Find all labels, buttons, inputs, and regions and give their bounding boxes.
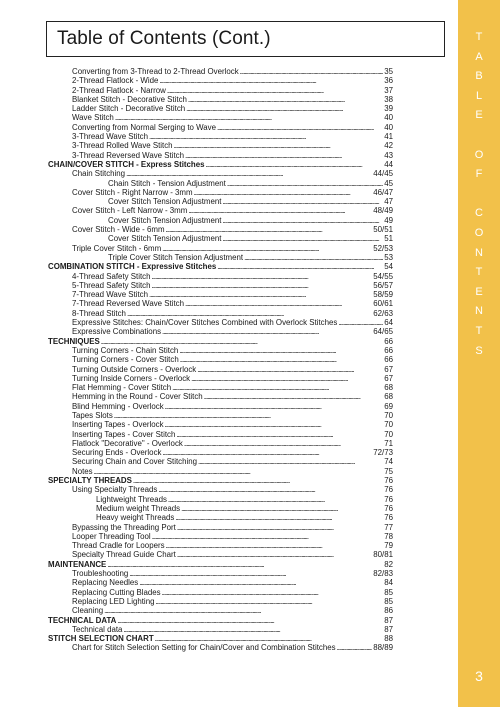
- toc-dot-leader: [222, 234, 383, 243]
- toc-dot-leader: [222, 216, 383, 225]
- toc-entry: [48, 67, 393, 76]
- toc-entry-label: Turning Corners - Chain Stitch: [72, 345, 179, 355]
- toc-entry: [48, 448, 393, 457]
- toc-entry-label: Chart for Stitch Selection Setting for Chain/Cover and Combination Stitches: [72, 643, 336, 653]
- toc-entry-label: Flatlock "Decorative" - Overlock: [72, 438, 183, 448]
- toc-dot-leader: [188, 206, 372, 215]
- side-tab-letter: L: [475, 89, 483, 102]
- toc-dot-leader: [240, 67, 384, 76]
- toc-dot-leader: [177, 550, 372, 559]
- toc-entry-page: 39: [384, 104, 393, 114]
- toc-dot-leader: [165, 402, 384, 411]
- toc-entry: [48, 290, 393, 299]
- toc-entry: [48, 439, 393, 448]
- toc-entry-page: 78: [384, 531, 393, 541]
- toc-dot-leader: [155, 634, 384, 643]
- toc-entry-page: 70: [384, 420, 393, 430]
- toc-entry-label: 7-Thread Reversed Wave Stitch: [72, 299, 184, 309]
- toc-entry-label: Blind Hemming - Overlock: [72, 401, 164, 411]
- side-tab-letter: O: [474, 148, 484, 161]
- toc-entry-label: CHAIN/COVER STITCH - Express Stitches: [48, 159, 205, 169]
- toc-entry: [48, 169, 393, 178]
- toc-dot-leader: [184, 439, 383, 448]
- toc-entry: [48, 318, 393, 327]
- toc-entry-label: Ladder Stitch - Decorative Stitch: [72, 104, 186, 114]
- toc-dot-leader: [126, 169, 372, 178]
- toc-dot-leader: [166, 225, 373, 234]
- toc-entry-label: 7-Thread Wave Stitch: [72, 290, 149, 300]
- toc-entry: [48, 523, 393, 532]
- toc-entry-page: 48/49: [373, 206, 393, 216]
- toc-entry-label: Inserting Tapes - Overlock: [72, 420, 164, 430]
- toc-entry-page: 51: [384, 234, 393, 244]
- toc-dot-leader: [181, 504, 383, 513]
- toc-entry-page: 36: [384, 76, 393, 86]
- toc-entry: [48, 550, 393, 559]
- toc-dot-leader: [149, 132, 383, 141]
- toc-entry-page: 75: [384, 466, 393, 476]
- toc-entry-label: Medium weight Threads: [96, 503, 181, 513]
- toc-section-heading: [48, 616, 393, 625]
- toc-dot-leader: [162, 327, 372, 336]
- toc-entry-page: 84: [384, 578, 393, 588]
- toc-entry-page: 41: [384, 132, 393, 142]
- side-tab-letter: S: [475, 344, 483, 357]
- toc-entry-label: Troubleshooting: [72, 569, 129, 579]
- toc-entry: [48, 113, 393, 122]
- toc-dot-leader: [198, 457, 383, 466]
- toc-entry: [48, 197, 393, 206]
- toc-entry: [48, 225, 393, 234]
- toc-entry-label: Cover Stitch Tension Adjustment: [108, 234, 222, 244]
- side-tab-letter: C: [475, 207, 483, 220]
- toc-entry-page: 74: [384, 457, 393, 467]
- toc-dot-leader: [176, 430, 383, 439]
- toc-entry: [48, 76, 393, 85]
- toc-entry-page: 66: [384, 345, 393, 355]
- toc-entry-page: 53: [384, 252, 393, 262]
- toc-dot-leader: [123, 625, 383, 634]
- toc-entry-label: Securing Chain and Cover Stitching: [72, 457, 198, 467]
- toc-entry: [48, 578, 393, 587]
- toc-entry-label: Specialty Thread Guide Chart: [72, 550, 176, 560]
- toc-entry-page: 50/51: [373, 225, 393, 235]
- toc-entry-label: Flat Hemming - Cover Stitch: [72, 383, 172, 393]
- toc-entry-page: 82: [384, 559, 393, 569]
- toc-dot-leader: [177, 523, 383, 532]
- toc-section-heading: [48, 337, 393, 346]
- toc-dot-leader: [166, 541, 384, 550]
- toc-entry-label: STITCH SELECTION CHART: [48, 634, 154, 644]
- toc-entry: [48, 86, 393, 95]
- toc-entry-page: 76: [384, 485, 393, 495]
- toc-entry: [48, 513, 393, 522]
- toc-entry: [48, 327, 393, 336]
- toc-entry-page: 69: [384, 401, 393, 411]
- side-tab-letters: [458, 28, 500, 361]
- toc-entry-label: 3-Thread Rolled Wave Stitch: [72, 141, 173, 151]
- toc-entry-page: 45: [384, 178, 393, 188]
- toc-entry-page: 88/89: [373, 643, 393, 653]
- toc-entry: [48, 532, 393, 541]
- toc-dot-leader: [159, 76, 383, 85]
- table-of-contents-list: [48, 67, 393, 653]
- toc-entry: [48, 346, 393, 355]
- toc-entry-page: 71: [384, 438, 393, 448]
- toc-entry-label: 2-Thread Flatlock - Narrow: [72, 85, 166, 95]
- toc-entry-label: TECHNIQUES: [48, 336, 100, 346]
- toc-entry-label: Securing Ends - Overlock: [72, 448, 162, 458]
- toc-entry-page: 60/61: [373, 299, 393, 309]
- toc-entry-page: 62/63: [373, 308, 393, 318]
- side-tab-letter: T: [475, 324, 483, 337]
- toc-entry-label: SPECIALTY THREADS: [48, 476, 132, 486]
- toc-entry: [48, 374, 393, 383]
- toc-dot-leader: [101, 337, 383, 346]
- toc-dot-leader: [149, 290, 372, 299]
- toc-entry-page: 88: [384, 634, 393, 644]
- toc-entry: [48, 504, 393, 513]
- toc-entry-label: Blanket Stitch - Decorative Stitch: [72, 94, 187, 104]
- toc-section-heading: [48, 262, 393, 271]
- toc-entry-label: Turning Corners - Cover Stitch: [72, 355, 179, 365]
- toc-entry-page: 54/55: [373, 271, 393, 281]
- toc-dot-leader: [139, 578, 383, 587]
- toc-entry-label: Triple Cover Stitch Tension Adjustment: [108, 252, 244, 262]
- toc-dot-leader: [152, 281, 373, 290]
- toc-entry-label: Cover Stitch Tension Adjustment: [108, 197, 222, 207]
- toc-entry: [48, 355, 393, 364]
- toc-entry-label: 5-Thread Safety Stitch: [72, 280, 151, 290]
- toc-entry-label: 4-Thread Safety Stitch: [72, 271, 151, 281]
- toc-entry-page: 86: [384, 606, 393, 616]
- toc-dot-leader: [179, 346, 383, 355]
- toc-entry: [48, 606, 393, 615]
- toc-entry-page: 38: [384, 94, 393, 104]
- toc-entry-label: Replacing Needles: [72, 578, 139, 588]
- toc-entry: [48, 625, 393, 634]
- toc-entry: [48, 457, 393, 466]
- page-title-text: Table of Contents (Cont.): [57, 28, 271, 49]
- toc-entry-label: Chain Stitch - Tension Adjustment: [108, 178, 226, 188]
- toc-entry-page: 43: [384, 150, 393, 160]
- toc-dot-leader: [114, 411, 383, 420]
- toc-entry-label: Chain Stitching: [72, 169, 126, 179]
- toc-dot-leader: [227, 179, 383, 188]
- toc-entry-label: Bypassing the Threading Port: [72, 522, 176, 532]
- toc-dot-leader: [133, 476, 383, 485]
- toc-dot-leader: [185, 299, 372, 308]
- toc-entry: [48, 253, 393, 262]
- toc-entry-label: Cover Stitch - Left Narrow - 3mm: [72, 206, 188, 216]
- side-tab-letter: E: [475, 109, 483, 122]
- toc-dot-leader: [115, 113, 383, 122]
- toc-entry-page: 67: [384, 373, 393, 383]
- side-tab-letter: O: [474, 226, 484, 239]
- toc-entry-label: Cleaning: [72, 606, 104, 616]
- toc-entry-label: Cover Stitch - Wide - 6mm: [72, 225, 165, 235]
- toc-entry-page: 76: [384, 494, 393, 504]
- toc-dot-leader: [104, 606, 383, 615]
- side-tab-letter: F: [475, 168, 483, 181]
- toc-entry-page: 85: [384, 587, 393, 597]
- toc-entry-page: 58/59: [373, 290, 393, 300]
- toc-entry: [48, 569, 393, 578]
- toc-entry-page: 44/45: [373, 169, 393, 179]
- side-tab-letter: N: [475, 246, 483, 259]
- toc-entry: [48, 643, 393, 652]
- toc-dot-leader: [185, 151, 383, 160]
- toc-entry-label: Replacing Cutting Blades: [72, 587, 161, 597]
- toc-entry: [48, 272, 393, 281]
- toc-dot-leader: [174, 141, 384, 150]
- side-tab-letter: T: [475, 31, 483, 43]
- page-title: [46, 21, 445, 57]
- toc-entry-label: Expressive Stitches: Chain/Cover Stitches Combined with Overlock Stitches: [72, 318, 338, 328]
- toc-dot-leader: [167, 86, 383, 95]
- toc-dot-leader: [117, 616, 383, 625]
- toc-entry-label: Technical data: [72, 624, 123, 634]
- side-tab-letter: B: [475, 70, 483, 83]
- toc-entry-label: Thread Cradle for Loopers: [72, 541, 165, 551]
- toc-entry-page: 82/83: [373, 569, 393, 579]
- toc-entry-label: 2-Thread Flatlock - Wide: [72, 76, 159, 86]
- toc-entry-page: 54: [384, 262, 393, 272]
- toc-entry-page: 64/65: [373, 327, 393, 337]
- toc-entry-label: 3-Thread Wave Stitch: [72, 132, 149, 142]
- side-tab-letter: E: [475, 285, 483, 298]
- toc-entry-label: Looper Threading Tool: [72, 531, 151, 541]
- toc-entry: [48, 309, 393, 318]
- toc-entry-label: TECHNICAL DATA: [48, 615, 117, 625]
- toc-entry: [48, 420, 393, 429]
- toc-dot-leader: [165, 420, 384, 429]
- toc-section-heading: [48, 476, 393, 485]
- toc-dot-leader: [162, 588, 384, 597]
- toc-entry: [48, 495, 393, 504]
- toc-dot-leader: [188, 95, 383, 104]
- toc-dot-leader: [217, 123, 383, 132]
- toc-entry: [48, 299, 393, 308]
- toc-entry-label: Turning Outside Corners - Overlock: [72, 364, 197, 374]
- toc-entry: [48, 588, 393, 597]
- toc-entry-page: 52/53: [373, 243, 393, 253]
- toc-entry-page: 42: [384, 141, 393, 151]
- toc-entry: [48, 216, 393, 225]
- toc-dot-leader: [129, 569, 372, 578]
- toc-dot-leader: [206, 160, 384, 169]
- toc-entry: [48, 234, 393, 243]
- toc-entry: [48, 95, 393, 104]
- toc-entry: [48, 188, 393, 197]
- toc-dot-leader: [162, 244, 372, 253]
- toc-entry-page: 66: [384, 355, 393, 365]
- toc-entry-label: Converting from Normal Serging to Wave: [72, 122, 216, 132]
- toc-entry-page: 79: [384, 541, 393, 551]
- toc-dot-leader: [158, 485, 383, 494]
- toc-dot-leader: [204, 392, 384, 401]
- toc-dot-leader: [127, 309, 372, 318]
- toc-entry: [48, 402, 393, 411]
- toc-entry-page: 49: [384, 215, 393, 225]
- toc-section-heading: [48, 560, 393, 569]
- toc-section-heading: [48, 160, 393, 169]
- toc-dot-leader: [222, 197, 383, 206]
- page-number: 3: [475, 668, 483, 684]
- toc-entry: [48, 281, 393, 290]
- toc-entry-page: 68: [384, 392, 393, 402]
- toc-entry-page: 64: [384, 318, 393, 328]
- toc-entry-label: Cover Stitch - Right Narrow - 3mm: [72, 187, 193, 197]
- toc-entry-page: 47: [384, 197, 393, 207]
- toc-dot-leader: [197, 365, 383, 374]
- toc-dot-leader: [244, 253, 383, 262]
- toc-entry: [48, 411, 393, 420]
- toc-entry: [48, 365, 393, 374]
- toc-dot-leader: [180, 355, 384, 364]
- toc-entry-label: Cover Stitch Tension Adjustment: [108, 215, 222, 225]
- toc-entry: [48, 392, 393, 401]
- toc-entry: [48, 383, 393, 392]
- toc-entry-page: 67: [384, 364, 393, 374]
- toc-entry: [48, 179, 393, 188]
- toc-entry: [48, 541, 393, 550]
- toc-entry: [48, 206, 393, 215]
- toc-entry-page: 72/73: [373, 448, 393, 458]
- toc-entry-label: Wave Stitch: [72, 113, 114, 123]
- toc-entry-page: 76: [384, 513, 393, 523]
- toc-entry-page: 44: [384, 159, 393, 169]
- toc-entry-label: Lightweight Threads: [96, 494, 167, 504]
- toc-entry-page: 80/81: [373, 550, 393, 560]
- toc-entry-page: 40: [384, 113, 393, 123]
- toc-entry-label: Heavy weight Threads: [96, 513, 175, 523]
- toc-dot-leader: [191, 374, 383, 383]
- side-tab-letter: N: [475, 305, 483, 318]
- toc-dot-leader: [155, 597, 383, 606]
- side-tab-letter: A: [475, 50, 483, 63]
- toc-dot-leader: [168, 495, 383, 504]
- toc-entry-label: Triple Cover Stitch - 6mm: [72, 243, 162, 253]
- toc-entry-label: Hemming in the Round - Cover Stitch: [72, 392, 203, 402]
- toc-dot-leader: [162, 448, 372, 457]
- toc-entry-label: Tapes Slots: [72, 410, 113, 420]
- toc-entry: [48, 430, 393, 439]
- toc-entry-page: 68: [384, 383, 393, 393]
- toc-dot-leader: [107, 560, 383, 569]
- toc-entry-page: 56/57: [373, 280, 393, 290]
- toc-entry: [48, 244, 393, 253]
- toc-entry: [48, 141, 393, 150]
- toc-entry-page: 46/47: [373, 187, 393, 197]
- toc-entry-page: 76: [384, 476, 393, 486]
- toc-dot-leader: [217, 262, 383, 271]
- toc-entry-label: Using Specialty Threads: [72, 485, 158, 495]
- toc-entry-page: 85: [384, 596, 393, 606]
- toc-entry-label: MAINTENANCE: [48, 559, 107, 569]
- toc-entry-page: 77: [384, 522, 393, 532]
- toc-entry: [48, 132, 393, 141]
- toc-entry-label: Inserting Tapes - Cover Stitch: [72, 429, 176, 439]
- toc-dot-leader: [186, 104, 383, 113]
- toc-entry-label: Converting from 3-Thread to 2-Thread Overlock: [72, 67, 239, 76]
- toc-entry-label: COMBINATION STITCH - Expressive Stitches: [48, 262, 217, 272]
- toc-entry-page: 87: [384, 615, 393, 625]
- toc-dot-leader: [172, 383, 383, 392]
- toc-entry-page: 70: [384, 429, 393, 439]
- toc-entry-page: 87: [384, 624, 393, 634]
- toc-entry-label: 8-Thread Stitch: [72, 308, 126, 318]
- toc-dot-leader: [152, 272, 373, 281]
- toc-entry: [48, 104, 393, 113]
- toc-dot-leader: [175, 513, 383, 522]
- toc-entry-label: 3-Thread Reversed Wave Stitch: [72, 150, 184, 160]
- toc-entry-page: 70: [384, 410, 393, 420]
- toc-dot-leader: [338, 318, 383, 327]
- toc-entry-page: 66: [384, 336, 393, 346]
- toc-section-heading: [48, 634, 393, 643]
- toc-entry: [48, 485, 393, 494]
- side-tab: [458, 0, 500, 707]
- toc-dot-leader: [152, 532, 384, 541]
- toc-entry: [48, 467, 393, 476]
- toc-dot-leader: [194, 188, 373, 197]
- side-tab-letter: T: [475, 266, 483, 279]
- toc-dot-leader: [94, 467, 384, 476]
- toc-entry-page: 76: [384, 503, 393, 513]
- toc-entry: [48, 123, 393, 132]
- toc-entry-page: 35: [384, 67, 393, 76]
- toc-dot-leader: [337, 643, 373, 652]
- toc-entry: [48, 597, 393, 606]
- toc-entry-label: Turning Inside Corners - Overlock: [72, 373, 191, 383]
- toc-entry-page: 37: [384, 85, 393, 95]
- toc-entry: [48, 151, 393, 160]
- toc-entry-label: Expressive Combinations: [72, 327, 162, 337]
- toc-entry-page: 40: [384, 122, 393, 132]
- toc-entry-label: Notes: [72, 466, 93, 476]
- toc-entry-label: Replacing LED Lighting: [72, 596, 155, 606]
